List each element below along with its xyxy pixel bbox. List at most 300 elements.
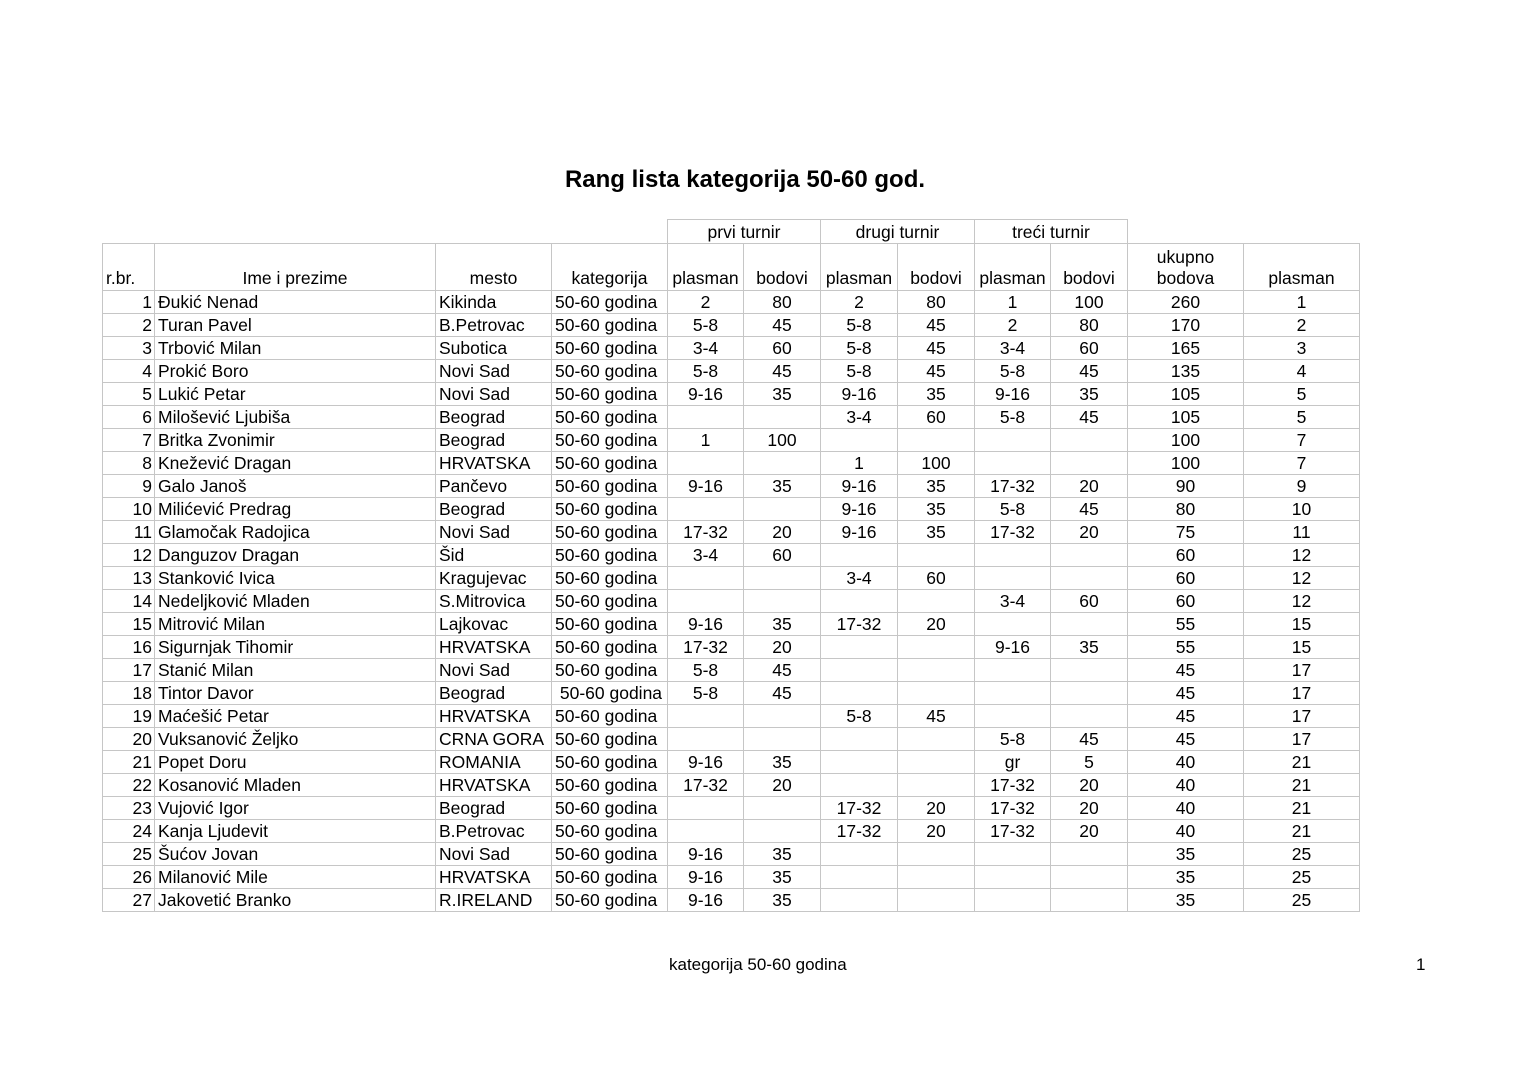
tournament-group-header-row (103, 220, 1360, 244)
cell-kategorija: 50-60 godina (552, 429, 668, 452)
cell-bodovi-3: 60 (1051, 337, 1128, 360)
cell-ukupno-bodova: 45 (1128, 659, 1244, 682)
cell-bodovi-2 (898, 682, 975, 705)
cell-plasman-3: 9-16 (975, 636, 1051, 659)
cell-bodovi-3: 20 (1051, 521, 1128, 544)
cell-plasman-3: 17-32 (975, 774, 1051, 797)
cell-mesto: Beograd (436, 682, 552, 705)
cell-plasman-3: 17-32 (975, 797, 1051, 820)
cell-plasman-2: 3-4 (821, 406, 898, 429)
cell-bodovi-2 (898, 590, 975, 613)
cell-bodovi-1 (744, 406, 821, 429)
cell-mesto: B.Petrovac (436, 820, 552, 843)
column-header-row (103, 244, 1360, 291)
cell-plasman-1: 5-8 (668, 360, 744, 383)
cell-bodovi-3: 80 (1051, 314, 1128, 337)
cell-plasman-3 (975, 567, 1051, 590)
cell-bodovi-1: 60 (744, 337, 821, 360)
cell-plasman-2: 3-4 (821, 567, 898, 590)
cell-plasman-2: 9-16 (821, 521, 898, 544)
cell-plasman-2: 5-8 (821, 314, 898, 337)
cell-bodovi-3 (1051, 705, 1128, 728)
cell-kategorija: 50-60 godina (552, 613, 668, 636)
cell-kategorija: 50-60 godina (552, 682, 668, 705)
table-row (103, 682, 1360, 705)
cell-plasman-1: 9-16 (668, 383, 744, 406)
cell-name: Sigurnjak Tihomir (155, 636, 436, 659)
cell-plasman-3: 3-4 (975, 590, 1051, 613)
cell-final-plasman: 10 (1244, 498, 1360, 521)
cell-plasman-1: 5-8 (668, 659, 744, 682)
cell-bodovi-2: 35 (898, 475, 975, 498)
cell-ukupno-bodova: 40 (1128, 751, 1244, 774)
cell-final-plasman: 5 (1244, 383, 1360, 406)
table-row (103, 521, 1360, 544)
cell-mesto: S.Mitrovica (436, 590, 552, 613)
cell-bodovi-3: 20 (1051, 797, 1128, 820)
cell-plasman-3: 17-32 (975, 475, 1051, 498)
table-row (103, 774, 1360, 797)
column-header-kategorija: kategorija (552, 244, 668, 291)
cell-plasman-2 (821, 590, 898, 613)
cell-final-plasman: 15 (1244, 636, 1360, 659)
cell-name: Trbović Milan (155, 337, 436, 360)
cell-mesto: B.Petrovac (436, 314, 552, 337)
cell-bodovi-1 (744, 728, 821, 751)
cell-mesto: Beograd (436, 429, 552, 452)
cell-name: Milićević Predrag (155, 498, 436, 521)
cell-bodovi-3: 20 (1051, 475, 1128, 498)
cell-final-plasman: 7 (1244, 429, 1360, 452)
cell-final-plasman: 12 (1244, 544, 1360, 567)
cell-final-plasman: 21 (1244, 820, 1360, 843)
cell-kategorija: 50-60 godina (552, 820, 668, 843)
cell-ukupno-bodova: 105 (1128, 406, 1244, 429)
cell-plasman-3: 2 (975, 314, 1051, 337)
cell-mesto: Lajkovac (436, 613, 552, 636)
cell-rbr: 21 (103, 751, 155, 774)
table-row (103, 613, 1360, 636)
cell-bodovi-2: 100 (898, 452, 975, 475)
cell-name: Vujović Igor (155, 797, 436, 820)
cell-ukupno-bodova: 260 (1128, 291, 1244, 314)
group-header-treci-turnir: treći turnir (975, 220, 1128, 244)
cell-kategorija: 50-60 godina (552, 452, 668, 475)
cell-plasman-2 (821, 682, 898, 705)
cell-kategorija: 50-60 godina (552, 705, 668, 728)
cell-rbr: 10 (103, 498, 155, 521)
cell-rbr: 22 (103, 774, 155, 797)
cell-name: Lukić Petar (155, 383, 436, 406)
table-row (103, 705, 1360, 728)
cell-mesto: Novi Sad (436, 521, 552, 544)
table-row (103, 337, 1360, 360)
cell-plasman-2 (821, 843, 898, 866)
table-row (103, 866, 1360, 889)
cell-rbr: 27 (103, 889, 155, 912)
cell-final-plasman: 25 (1244, 843, 1360, 866)
column-header-bodovi-3: bodovi (1051, 244, 1128, 291)
cell-bodovi-2 (898, 544, 975, 567)
cell-mesto: Novi Sad (436, 843, 552, 866)
cell-rbr: 16 (103, 636, 155, 659)
footer-text: kategorija 50-60 godina (669, 955, 847, 974)
cell-plasman-3: 17-32 (975, 820, 1051, 843)
cell-name: Prokić Boro (155, 360, 436, 383)
cell-bodovi-1: 35 (744, 889, 821, 912)
table-row (103, 843, 1360, 866)
cell-plasman-3 (975, 613, 1051, 636)
header-spacer (103, 220, 668, 244)
cell-plasman-1 (668, 498, 744, 521)
cell-plasman-1 (668, 406, 744, 429)
cell-name: Nedeljković Mladen (155, 590, 436, 613)
cell-kategorija: 50-60 godina (552, 383, 668, 406)
cell-bodovi-2 (898, 889, 975, 912)
cell-plasman-2: 17-32 (821, 797, 898, 820)
cell-final-plasman: 17 (1244, 728, 1360, 751)
cell-plasman-1: 9-16 (668, 866, 744, 889)
cell-plasman-2: 17-32 (821, 613, 898, 636)
table-row (103, 544, 1360, 567)
cell-bodovi-1: 35 (744, 475, 821, 498)
cell-plasman-2 (821, 774, 898, 797)
cell-rbr: 3 (103, 337, 155, 360)
cell-kategorija: 50-60 godina (552, 774, 668, 797)
cell-final-plasman: 17 (1244, 705, 1360, 728)
group-header-prvi-turnir: prvi turnir (668, 220, 821, 244)
cell-bodovi-1: 20 (744, 774, 821, 797)
cell-mesto: ROMANIA (436, 751, 552, 774)
cell-mesto: Šid (436, 544, 552, 567)
cell-bodovi-2 (898, 774, 975, 797)
cell-bodovi-1 (744, 797, 821, 820)
cell-rbr: 18 (103, 682, 155, 705)
cell-bodovi-1: 20 (744, 636, 821, 659)
cell-plasman-2: 9-16 (821, 475, 898, 498)
cell-bodovi-1: 80 (744, 291, 821, 314)
cell-plasman-1: 17-32 (668, 521, 744, 544)
cell-plasman-2 (821, 866, 898, 889)
cell-bodovi-2: 20 (898, 797, 975, 820)
cell-mesto: Novi Sad (436, 659, 552, 682)
cell-plasman-1: 9-16 (668, 843, 744, 866)
column-header-plasman-2: plasman (821, 244, 898, 291)
cell-plasman-1: 3-4 (668, 544, 744, 567)
cell-plasman-3: 5-8 (975, 728, 1051, 751)
group-header-drugi-turnir: drugi turnir (821, 220, 975, 244)
cell-plasman-1 (668, 797, 744, 820)
cell-kategorija: 50-60 godina (552, 360, 668, 383)
cell-plasman-2 (821, 636, 898, 659)
cell-mesto: Kikinda (436, 291, 552, 314)
cell-bodovi-1: 45 (744, 314, 821, 337)
cell-plasman-3 (975, 659, 1051, 682)
cell-mesto: Subotica (436, 337, 552, 360)
cell-kategorija: 50-60 godina (552, 337, 668, 360)
cell-rbr: 15 (103, 613, 155, 636)
cell-ukupno-bodova: 40 (1128, 820, 1244, 843)
table-row (103, 383, 1360, 406)
table-row (103, 429, 1360, 452)
cell-bodovi-3 (1051, 866, 1128, 889)
cell-plasman-2 (821, 429, 898, 452)
cell-kategorija: 50-60 godina (552, 590, 668, 613)
cell-ukupno-bodova: 55 (1128, 613, 1244, 636)
cell-plasman-3: 1 (975, 291, 1051, 314)
page-title: Rang lista kategorija 50-60 god. (564, 166, 926, 193)
cell-plasman-2: 1 (821, 452, 898, 475)
cell-rbr: 26 (103, 866, 155, 889)
table-row (103, 475, 1360, 498)
cell-bodovi-2 (898, 843, 975, 866)
cell-kategorija: 50-60 godina (552, 728, 668, 751)
cell-final-plasman: 15 (1244, 613, 1360, 636)
cell-bodovi-2: 80 (898, 291, 975, 314)
cell-bodovi-1: 35 (744, 843, 821, 866)
cell-mesto: CRNA GORA (436, 728, 552, 751)
column-header-ukupno-bodova: ukupno bodova (1128, 244, 1244, 291)
cell-bodovi-2 (898, 659, 975, 682)
cell-bodovi-3 (1051, 682, 1128, 705)
cell-ukupno-bodova: 35 (1128, 889, 1244, 912)
column-header-final-plasman: plasman (1244, 244, 1360, 291)
cell-ukupno-bodova: 60 (1128, 567, 1244, 590)
table-row (103, 406, 1360, 429)
page-number: 1 (1416, 955, 1426, 974)
cell-mesto: Beograd (436, 498, 552, 521)
cell-plasman-1: 9-16 (668, 751, 744, 774)
cell-bodovi-1: 35 (744, 866, 821, 889)
column-header-mesto: mesto (436, 244, 552, 291)
cell-plasman-2 (821, 544, 898, 567)
cell-bodovi-1: 60 (744, 544, 821, 567)
cell-bodovi-2: 20 (898, 820, 975, 843)
cell-name: Britka Zvonimir (155, 429, 436, 452)
cell-plasman-2: 5-8 (821, 705, 898, 728)
cell-bodovi-2: 60 (898, 406, 975, 429)
column-header-plasman-3: plasman (975, 244, 1051, 291)
cell-final-plasman: 17 (1244, 682, 1360, 705)
column-header-name: Ime i prezime (155, 244, 436, 291)
table-row (103, 728, 1360, 751)
cell-bodovi-2 (898, 728, 975, 751)
cell-bodovi-3: 45 (1051, 360, 1128, 383)
table-row (103, 498, 1360, 521)
cell-bodovi-3: 20 (1051, 774, 1128, 797)
cell-final-plasman: 12 (1244, 590, 1360, 613)
cell-mesto: Kragujevac (436, 567, 552, 590)
table-row (103, 291, 1360, 314)
cell-rbr: 23 (103, 797, 155, 820)
cell-plasman-1: 3-4 (668, 337, 744, 360)
table-row (103, 889, 1360, 912)
cell-final-plasman: 4 (1244, 360, 1360, 383)
cell-name: Galo Janoš (155, 475, 436, 498)
cell-rbr: 17 (103, 659, 155, 682)
cell-plasman-1 (668, 567, 744, 590)
cell-final-plasman: 12 (1244, 567, 1360, 590)
cell-ukupno-bodova: 100 (1128, 429, 1244, 452)
cell-mesto: HRVATSKA (436, 452, 552, 475)
cell-name: Jakovetić Branko (155, 889, 436, 912)
cell-kategorija: 50-60 godina (552, 567, 668, 590)
cell-bodovi-1: 45 (744, 682, 821, 705)
table-row (103, 659, 1360, 682)
cell-plasman-3: 9-16 (975, 383, 1051, 406)
cell-final-plasman: 21 (1244, 797, 1360, 820)
cell-plasman-3 (975, 452, 1051, 475)
table-row (103, 797, 1360, 820)
cell-bodovi-1: 35 (744, 383, 821, 406)
cell-plasman-1 (668, 452, 744, 475)
cell-plasman-2: 9-16 (821, 498, 898, 521)
cell-plasman-1 (668, 728, 744, 751)
cell-rbr: 8 (103, 452, 155, 475)
cell-plasman-1 (668, 820, 744, 843)
cell-plasman-1: 2 (668, 291, 744, 314)
cell-plasman-3: 5-8 (975, 498, 1051, 521)
cell-plasman-1 (668, 590, 744, 613)
table-row (103, 567, 1360, 590)
cell-final-plasman: 17 (1244, 659, 1360, 682)
table-row (103, 636, 1360, 659)
cell-final-plasman: 25 (1244, 866, 1360, 889)
cell-plasman-3 (975, 429, 1051, 452)
cell-rbr: 5 (103, 383, 155, 406)
cell-name: Popet Doru (155, 751, 436, 774)
cell-bodovi-1: 45 (744, 360, 821, 383)
cell-ukupno-bodova: 135 (1128, 360, 1244, 383)
cell-bodovi-1 (744, 590, 821, 613)
cell-plasman-3 (975, 889, 1051, 912)
cell-bodovi-2: 20 (898, 613, 975, 636)
cell-bodovi-2: 45 (898, 705, 975, 728)
cell-bodovi-3: 35 (1051, 636, 1128, 659)
cell-bodovi-3 (1051, 567, 1128, 590)
cell-bodovi-2: 35 (898, 498, 975, 521)
cell-ukupno-bodova: 45 (1128, 705, 1244, 728)
ranking-table (102, 219, 1360, 912)
cell-ukupno-bodova: 170 (1128, 314, 1244, 337)
cell-plasman-3: 5-8 (975, 360, 1051, 383)
cell-rbr: 13 (103, 567, 155, 590)
cell-final-plasman: 25 (1244, 889, 1360, 912)
cell-mesto: Beograd (436, 406, 552, 429)
cell-bodovi-1 (744, 705, 821, 728)
table-row (103, 820, 1360, 843)
cell-rbr: 25 (103, 843, 155, 866)
cell-mesto: R.IRELAND (436, 889, 552, 912)
cell-bodovi-2: 45 (898, 314, 975, 337)
cell-bodovi-1: 20 (744, 521, 821, 544)
cell-bodovi-3: 45 (1051, 406, 1128, 429)
cell-bodovi-1 (744, 498, 821, 521)
cell-final-plasman: 21 (1244, 774, 1360, 797)
cell-mesto: Pančevo (436, 475, 552, 498)
cell-ukupno-bodova: 100 (1128, 452, 1244, 475)
cell-final-plasman: 21 (1244, 751, 1360, 774)
cell-name: Stanković Ivica (155, 567, 436, 590)
table-row (103, 590, 1360, 613)
cell-bodovi-3 (1051, 544, 1128, 567)
cell-mesto: Novi Sad (436, 383, 552, 406)
cell-kategorija: 50-60 godina (552, 521, 668, 544)
cell-mesto: HRVATSKA (436, 636, 552, 659)
cell-bodovi-3 (1051, 659, 1128, 682)
cell-ukupno-bodova: 60 (1128, 544, 1244, 567)
cell-bodovi-3 (1051, 843, 1128, 866)
column-header-bodovi-2: bodovi (898, 244, 975, 291)
cell-rbr: 1 (103, 291, 155, 314)
cell-mesto: Beograd (436, 797, 552, 820)
cell-plasman-2 (821, 728, 898, 751)
cell-bodovi-2 (898, 866, 975, 889)
cell-bodovi-3: 5 (1051, 751, 1128, 774)
table-row (103, 360, 1360, 383)
cell-kategorija: 50-60 godina (552, 406, 668, 429)
cell-plasman-1: 5-8 (668, 314, 744, 337)
cell-name: Đukić Nenad (155, 291, 436, 314)
cell-name: Šućov Jovan (155, 843, 436, 866)
cell-mesto: HRVATSKA (436, 866, 552, 889)
cell-plasman-3 (975, 544, 1051, 567)
column-header-plasman-1: plasman (668, 244, 744, 291)
cell-plasman-3 (975, 682, 1051, 705)
cell-bodovi-2 (898, 429, 975, 452)
cell-name: Kosanović Mladen (155, 774, 436, 797)
cell-plasman-3 (975, 843, 1051, 866)
cell-kategorija: 50-60 godina (552, 544, 668, 567)
cell-plasman-1: 9-16 (668, 889, 744, 912)
cell-ukupno-bodova: 90 (1128, 475, 1244, 498)
cell-name: Kanja Ljudevit (155, 820, 436, 843)
cell-bodovi-3: 45 (1051, 728, 1128, 751)
cell-kategorija: 50-60 godina (552, 314, 668, 337)
cell-bodovi-1: 35 (744, 751, 821, 774)
cell-name: Glamočak Radojica (155, 521, 436, 544)
cell-rbr: 14 (103, 590, 155, 613)
cell-rbr: 4 (103, 360, 155, 383)
cell-plasman-3 (975, 866, 1051, 889)
cell-final-plasman: 3 (1244, 337, 1360, 360)
cell-name: Milanović Mile (155, 866, 436, 889)
cell-bodovi-2: 45 (898, 337, 975, 360)
cell-kategorija: 50-60 godina (552, 636, 668, 659)
cell-ukupno-bodova: 40 (1128, 774, 1244, 797)
cell-final-plasman: 11 (1244, 521, 1360, 544)
column-header-bodovi-1: bodovi (744, 244, 821, 291)
table-row (103, 314, 1360, 337)
cell-bodovi-1 (744, 452, 821, 475)
cell-bodovi-3: 100 (1051, 291, 1128, 314)
cell-ukupno-bodova: 45 (1128, 728, 1244, 751)
cell-bodovi-1: 45 (744, 659, 821, 682)
column-header-rbr: r.br. (103, 244, 155, 291)
cell-bodovi-1 (744, 567, 821, 590)
cell-name: Danguzov Dragan (155, 544, 436, 567)
cell-plasman-2 (821, 889, 898, 912)
cell-bodovi-2: 45 (898, 360, 975, 383)
cell-plasman-2: 9-16 (821, 383, 898, 406)
cell-plasman-2 (821, 751, 898, 774)
cell-rbr: 2 (103, 314, 155, 337)
cell-ukupno-bodova: 35 (1128, 843, 1244, 866)
cell-plasman-1: 17-32 (668, 774, 744, 797)
cell-plasman-2: 5-8 (821, 360, 898, 383)
cell-kategorija: 50-60 godina (552, 889, 668, 912)
cell-rbr: 7 (103, 429, 155, 452)
